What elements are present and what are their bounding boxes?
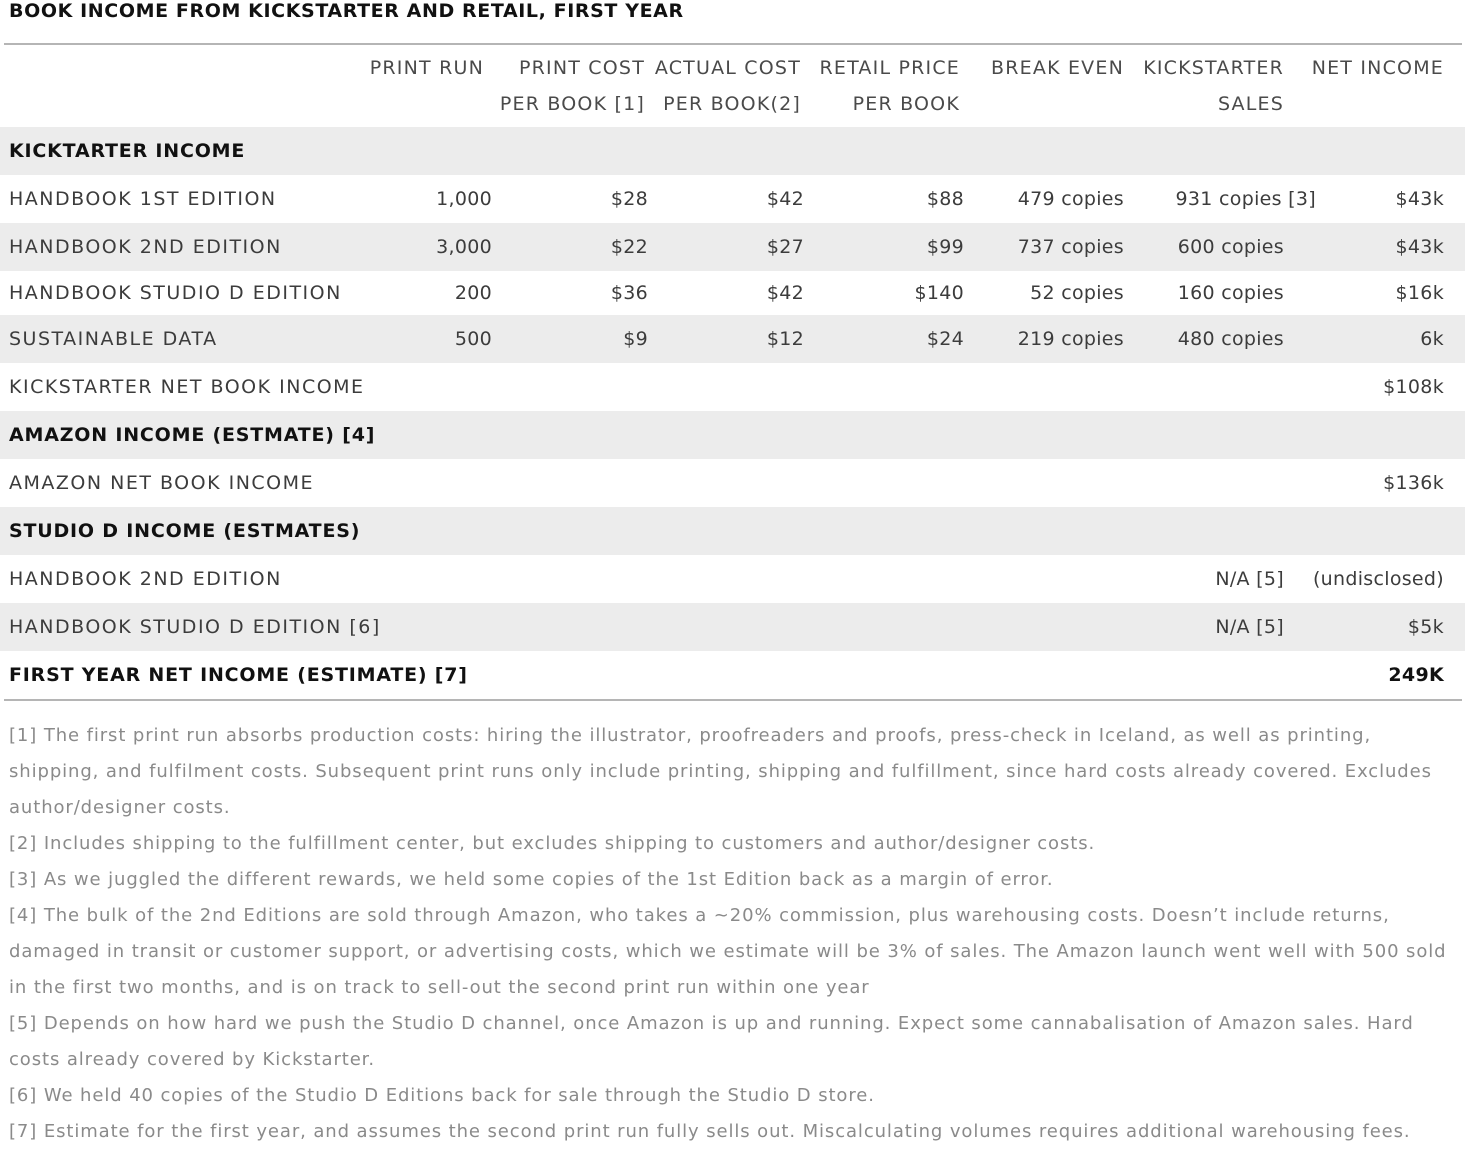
column-header-net-income <box>1312 50 1444 86</box>
footnote: [7] Estimate for the first year, and assumes the second print run fully sells out. Miscalculating volumes requires additional warehousing fees. <box>9 1121 1411 1142</box>
cell-net-income: 6k <box>1420 328 1444 350</box>
column-header-line: PER BOOK [1] <box>499 93 645 115</box>
row-label: HANDBOOK STUDIO D EDITION [6] <box>9 616 381 638</box>
top-divider <box>4 43 1462 45</box>
cell-kickstarter-sales: N/A [5] <box>1215 616 1284 638</box>
footnote: [1] The first print run absorbs production costs: hiring the illustrator, proofreaders and proofs, press-check in Iceland, as well as printing, shipping, and fulfilment costs. Subsequent print runs only include printing, shipping and fulfillment, since hard costs already covered. Excludes author/designer costs. <box>9 725 1432 818</box>
footnote: [2] Includes shipping to the fulfillment center, but excludes shipping to customers and author/designer costs. <box>9 833 1096 854</box>
cell-net-income: $43k <box>1395 188 1444 210</box>
cell-actual-cost: $42 <box>766 188 804 210</box>
row-label: HANDBOOK 2ND EDITION <box>9 236 282 258</box>
table-row <box>0 175 1465 223</box>
page-title: BOOK INCOME FROM KICKSTARTER AND RETAIL, FIRST YEAR <box>9 0 684 22</box>
cell-net-income: $5k <box>1407 616 1444 638</box>
table-row <box>0 603 1465 651</box>
section-header-row <box>0 127 1465 175</box>
table-row <box>0 315 1465 363</box>
table-row <box>0 459 1465 507</box>
cell-net-income: $108k <box>1383 376 1444 398</box>
cell-retail-price: $24 <box>926 328 964 350</box>
cell-kickstarter-sales: 600 copies <box>1177 236 1284 258</box>
cell-print-run: 500 <box>454 328 492 350</box>
cell-print-cost: $22 <box>610 236 648 258</box>
column-header-actual-cost <box>655 50 801 122</box>
row-label: SUSTAINABLE DATA <box>9 328 218 350</box>
cell-kickstarter-sales: 160 copies <box>1177 282 1284 304</box>
cell-retail-price: $140 <box>914 282 964 304</box>
total-row <box>0 651 1465 699</box>
column-header-kickstarter-sales <box>1143 50 1284 122</box>
table-row <box>0 223 1465 271</box>
cell-print-run: 200 <box>454 282 492 304</box>
row-label: FIRST YEAR NET INCOME (ESTIMATE) [7] <box>9 664 468 686</box>
cell-print-cost: $28 <box>610 188 648 210</box>
column-header-print-run <box>370 50 484 86</box>
column-header-print-cost <box>500 50 645 122</box>
cell-break-even: 737 copies <box>1017 236 1124 258</box>
cell-kickstarter-sales: 931 copies [3] <box>1175 188 1316 210</box>
footnote: [3] As we juggled the different rewards, we held some copies of the 1st Edition back as a margin of error. <box>9 869 1054 890</box>
cell-net-income: (undisclosed) <box>1312 568 1444 590</box>
cell-kickstarter-sales: N/A [5] <box>1215 568 1284 590</box>
cell-print-run: 1,000 <box>436 188 492 210</box>
cell-net-income: $16k <box>1395 282 1444 304</box>
footnote: [4] The bulk of the 2nd Editions are sold through Amazon, who takes a ~20% commission, plus warehousing costs. Doesn’t include returns, damaged in transit or customer support, or advertising costs, which we estimate will be 3% of sales. The Amazon launch went well with 500 sold in the first two months, and is on track to sell-out the second print run within one year <box>9 905 1447 998</box>
table-row <box>0 271 1465 315</box>
cell-net-income: $136k <box>1383 472 1444 494</box>
column-header-line: PER BOOK(2] <box>663 93 801 115</box>
column-header-line: PRINT COST <box>518 57 645 79</box>
column-header-line: RETAIL PRICE <box>819 57 960 79</box>
column-header-line: PRINT RUN <box>369 57 484 79</box>
cell-kickstarter-sales: 480 copies <box>1177 328 1284 350</box>
cell-print-cost: $9 <box>623 328 648 350</box>
footnotes <box>9 718 1457 1150</box>
column-header-break-even <box>991 50 1124 86</box>
cell-actual-cost: $27 <box>766 236 804 258</box>
row-label: HANDBOOK 1ST EDITION <box>9 188 277 210</box>
cell-print-cost: $36 <box>610 282 648 304</box>
cell-net-income: 249K <box>1388 664 1444 686</box>
row-label: HANDBOOK STUDIO D EDITION <box>9 282 342 304</box>
cell-actual-cost: $12 <box>766 328 804 350</box>
section-header-row <box>0 507 1465 555</box>
cell-print-run: 3,000 <box>436 236 492 258</box>
table-row <box>0 363 1465 411</box>
column-header-line: KICKSTARTER <box>1143 57 1284 79</box>
row-label: KICKSTARTER NET BOOK INCOME <box>9 376 365 398</box>
cell-actual-cost: $42 <box>766 282 804 304</box>
column-header-line: SALES <box>1217 93 1284 115</box>
footnote: [6] We held 40 copies of the Studio D Editions back for sale through the Studio D store. <box>9 1085 875 1106</box>
bottom-divider <box>4 699 1462 701</box>
column-header-retail-price <box>820 50 961 122</box>
row-label: AMAZON NET BOOK INCOME <box>9 472 315 494</box>
footnote: [5] Depends on how hard we push the Studio D channel, once Amazon is up and running. Expect some cannabalisation of Amazon sales. Hard costs already covered by Kickstarter. <box>9 1013 1414 1070</box>
cell-retail-price: $88 <box>926 188 964 210</box>
cell-retail-price: $99 <box>926 236 964 258</box>
cell-net-income: $43k <box>1395 236 1444 258</box>
column-header-line: BREAK EVEN <box>991 57 1124 79</box>
section-header-row <box>0 411 1465 459</box>
table-row <box>0 555 1465 603</box>
column-header-line: ACTUAL COST <box>654 57 801 79</box>
column-header-line: NET INCOME <box>1311 57 1444 79</box>
cell-break-even: 52 copies <box>1030 282 1124 304</box>
column-header-line: PER BOOK <box>852 93 960 115</box>
row-label: STUDIO D INCOME (ESTMATES) <box>9 520 361 542</box>
row-label: AMAZON INCOME (ESTMATE) [4] <box>9 424 376 446</box>
row-label: HANDBOOK 2ND EDITION <box>9 568 282 590</box>
row-label: KICKTARTER INCOME <box>9 140 246 162</box>
cell-break-even: 479 copies <box>1017 188 1124 210</box>
cell-break-even: 219 copies <box>1017 328 1124 350</box>
